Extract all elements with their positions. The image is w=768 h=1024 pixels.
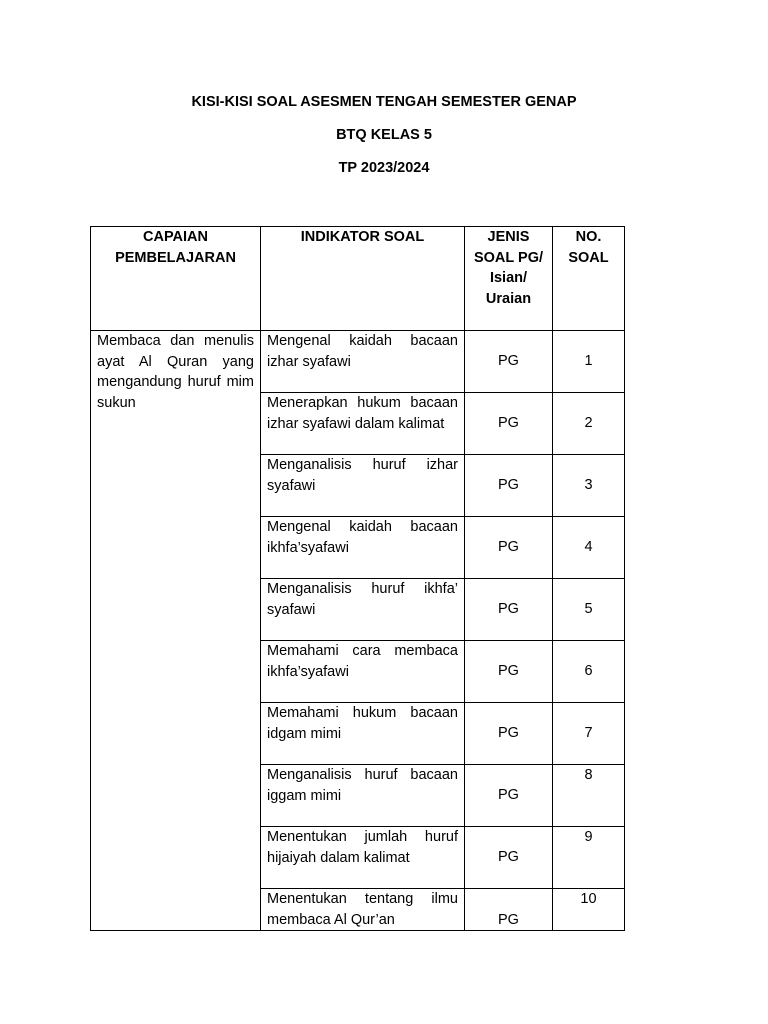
jenis-cell: PG bbox=[465, 703, 553, 765]
indikator-cell: Memahami cara membaca ikhfa’syafawi bbox=[261, 641, 465, 703]
table-row bbox=[91, 331, 625, 393]
header-indikator-soal: INDIKATOR SOAL bbox=[261, 227, 465, 331]
indikator-cell: Mengenal kaidah bacaan ikhfa’syafawi bbox=[261, 517, 465, 579]
no-soal-cell: 2 bbox=[553, 393, 625, 455]
jenis-cell: PG bbox=[465, 579, 553, 641]
indikator-cell: Menganalisis huruf izhar syafawi bbox=[261, 455, 465, 517]
indikator-cell: Menentukan jumlah huruf hijaiyah dalam kalimat bbox=[261, 827, 465, 889]
indikator-cell: Memahami hukum bacaan idgam mimi bbox=[261, 703, 465, 765]
kisi-kisi-table bbox=[90, 226, 625, 931]
jenis-cell: PG bbox=[465, 331, 553, 393]
jenis-cell: PG bbox=[465, 393, 553, 455]
jenis-cell: PG bbox=[465, 455, 553, 517]
no-soal-cell: 6 bbox=[553, 641, 625, 703]
indikator-cell: Menerapkan hukum bacaan izhar syafawi dalam kalimat bbox=[261, 393, 465, 455]
header-capaian-pembelajaran: CAPAIAN PEMBELAJARAN bbox=[91, 227, 261, 331]
jenis-cell: PG bbox=[465, 517, 553, 579]
jenis-cell: PG bbox=[465, 641, 553, 703]
table-header-row bbox=[91, 227, 625, 331]
no-soal-cell: 3 bbox=[553, 455, 625, 517]
document-title: KISI-KISI SOAL ASESMEN TENGAH SEMESTER GENAP bbox=[191, 94, 577, 110]
capaian-pembelajaran-cell: Membaca dan menulis ayat Al Quran yang mengandung huruf mim sukun bbox=[91, 331, 261, 931]
jenis-cell: PG bbox=[465, 889, 553, 931]
no-soal-cell: 10 bbox=[553, 889, 625, 931]
indikator-cell: Menganalisis huruf ikhfa’ syafawi bbox=[261, 579, 465, 641]
header-jenis-soal: JENIS SOAL PG/ Isian/ Uraian bbox=[465, 227, 553, 331]
indikator-cell: Mengenal kaidah bacaan izhar syafawi bbox=[261, 331, 465, 393]
jenis-cell: PG bbox=[465, 765, 553, 827]
no-soal-cell: 8 bbox=[553, 765, 625, 827]
no-soal-cell: 5 bbox=[553, 579, 625, 641]
document-subtitle-class: BTQ KELAS 5 bbox=[336, 127, 432, 143]
no-soal-cell: 1 bbox=[553, 331, 625, 393]
no-soal-cell: 4 bbox=[553, 517, 625, 579]
header-no-soal: NO. SOAL bbox=[553, 227, 625, 331]
document-subtitle-year: TP 2023/2024 bbox=[338, 160, 430, 176]
indikator-cell: Menganalisis huruf bacaan iggam mimi bbox=[261, 765, 465, 827]
no-soal-cell: 7 bbox=[553, 703, 625, 765]
jenis-cell: PG bbox=[465, 827, 553, 889]
no-soal-cell: 9 bbox=[553, 827, 625, 889]
indikator-cell: Menentukan tentang ilmu membaca Al Qur’an bbox=[261, 889, 465, 931]
